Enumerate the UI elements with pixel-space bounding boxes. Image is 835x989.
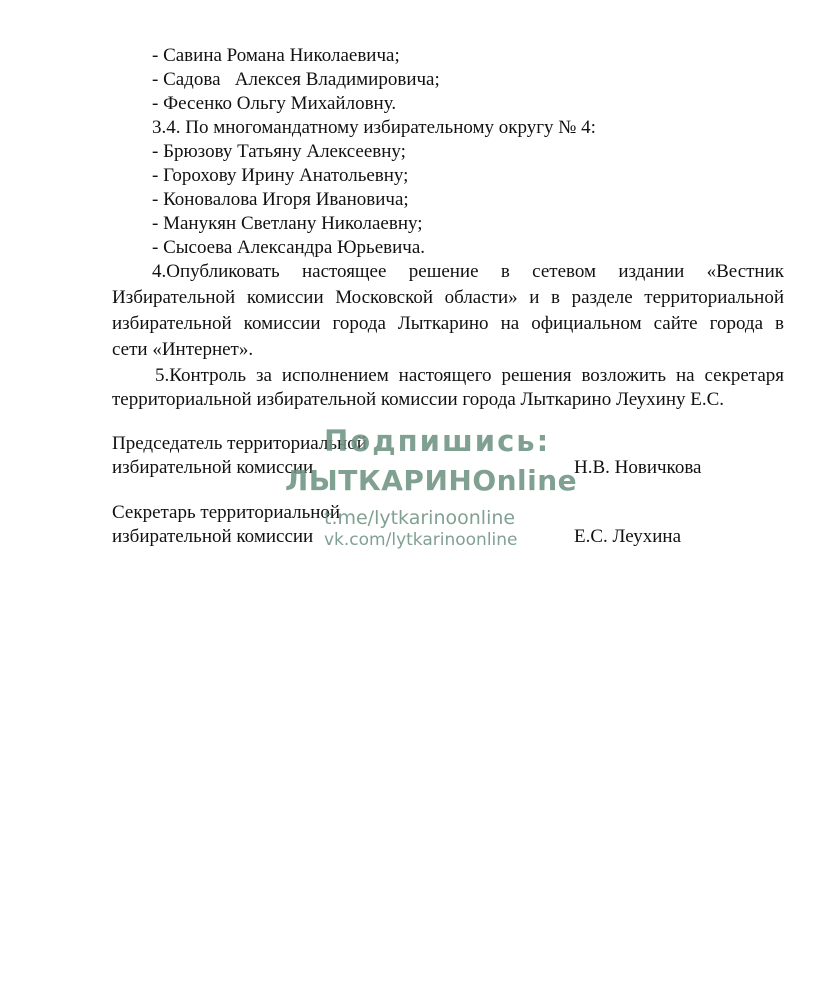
- paragraph-item-4-line: сети «Интернет».: [112, 339, 254, 360]
- chair-name: Н.В. Новичкова: [574, 457, 702, 478]
- candidate-list-item: - Коновалова Игоря Ивановича;: [152, 189, 409, 210]
- candidate-list-item: - Савина Романа Николаевича;: [152, 45, 400, 66]
- secretary-title-line-1: Секретарь территориальной: [112, 502, 341, 523]
- candidate-list-item: - Садова Алексея Владимировича;: [152, 69, 440, 90]
- chair-title-line-1: Председатель территориальной: [112, 433, 367, 454]
- paragraph-item-4-line: Избирательной комиссии Московской области» и в разделе территориальной: [112, 287, 784, 308]
- candidate-list-item: - Фесенко Ольгу Михайловну.: [152, 93, 397, 114]
- secretary-title-line-2: избирательной комиссии: [112, 526, 314, 547]
- watermark-brand-logo: ЛЫТКАРИНОnline: [285, 464, 578, 497]
- candidate-list-item: - Горохову Ирину Анатольевну;: [152, 165, 409, 186]
- paragraph-item-5-line: территориальной избирательной комиссии города Лыткарино Леухину Е.С.: [112, 389, 725, 410]
- section-heading-3-4: 3.4. По многомандатному избирательному округу № 4:: [152, 117, 596, 138]
- watermark-vk-link: vk.com/lytkarinoonline: [324, 530, 518, 550]
- candidate-list-item: - Сысоева Александра Юрьевича.: [152, 237, 426, 258]
- paragraph-item-4-line: 4.Опубликовать настоящее решение в сетевом издании «Вестник: [152, 261, 784, 282]
- watermark-subscribe-title: Подпишись:: [324, 424, 551, 458]
- candidate-list-item: - Манукян Светлану Николаевну;: [152, 213, 423, 234]
- watermark-telegram-link: t.me/lytkarinoonline: [324, 507, 516, 529]
- candidate-list-item: - Брюзову Татьяну Алексеевну;: [152, 141, 406, 162]
- paragraph-item-5-line: 5.Контроль за исполнением настоящего решения возложить на секретаря: [155, 365, 784, 386]
- chair-title-line-2: избирательной комиссии: [112, 457, 314, 478]
- secretary-name: Е.С. Леухина: [574, 526, 682, 547]
- paragraph-item-4-line: избирательной комиссии города Лыткарино на официальном сайте города в: [112, 313, 784, 334]
